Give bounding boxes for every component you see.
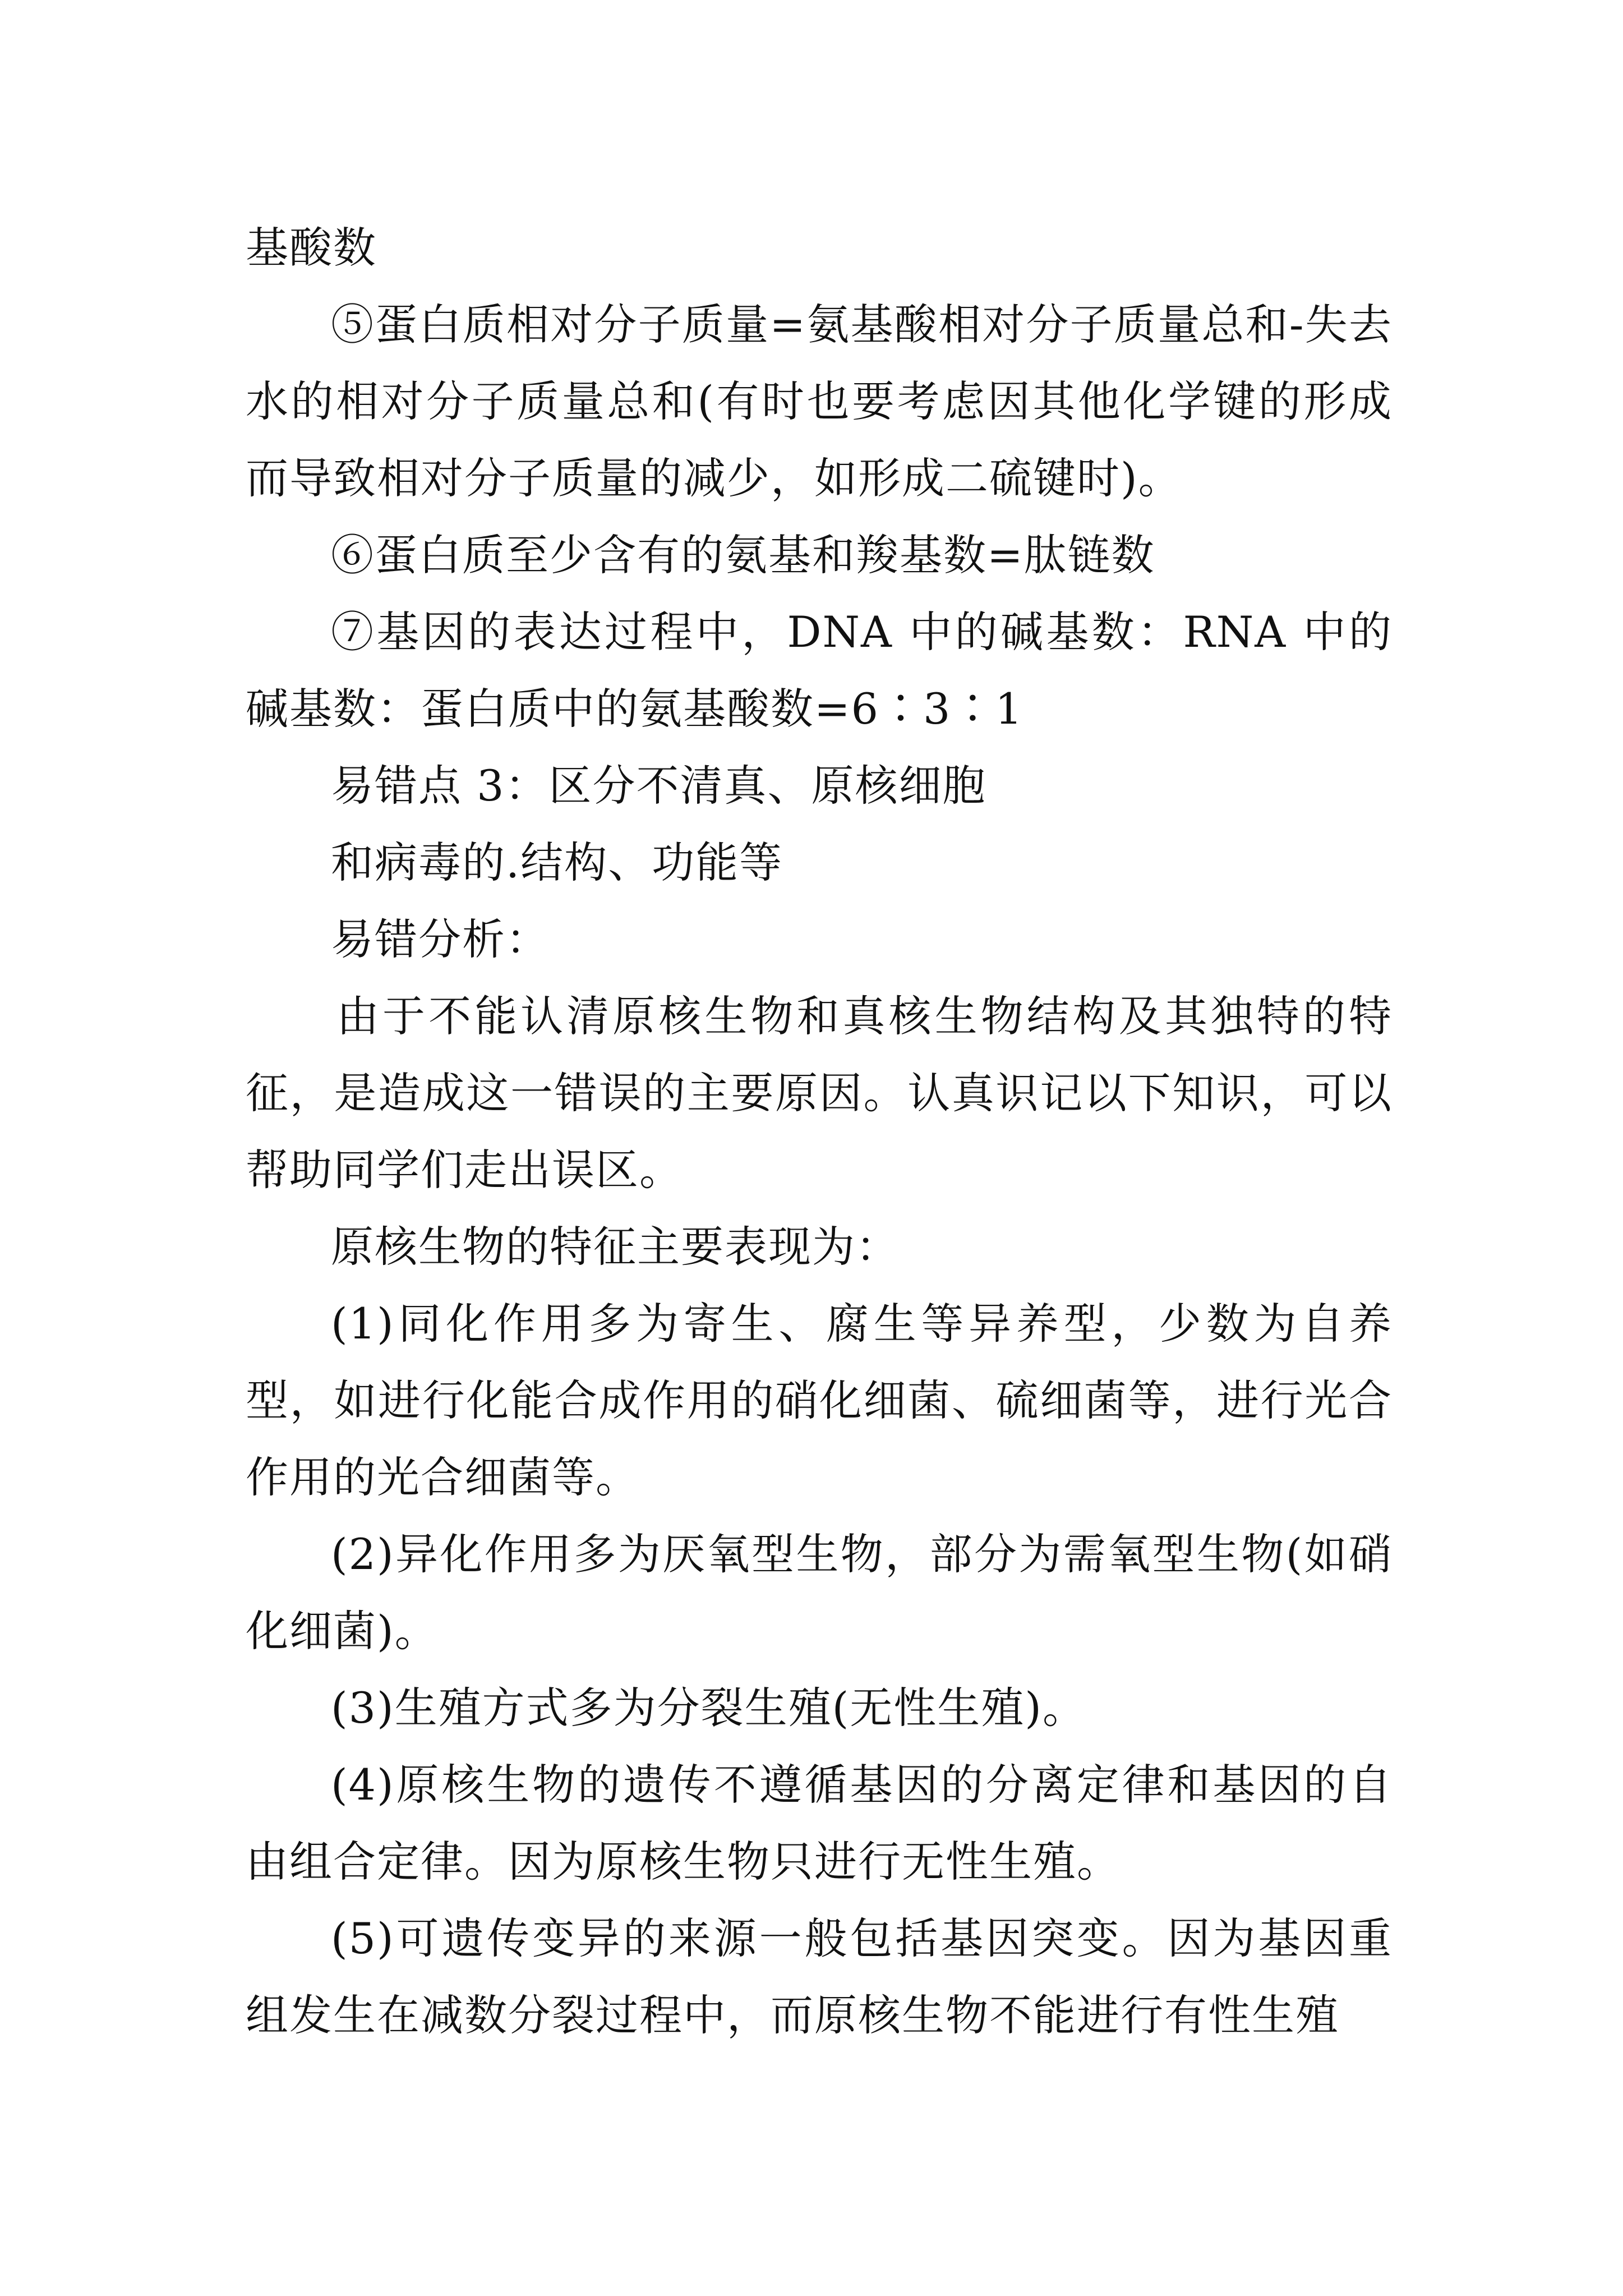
paragraph-error-point-3-cont: 和病毒的.结构、功能等	[331, 838, 783, 887]
document-body	[246, 209, 1393, 2054]
paragraph-item-4: (4)原核生物的遗传不遵循基因的分离定律和基因的自由组合定律。因为原核生物只进行无性生殖。	[246, 1760, 1393, 1887]
paragraph-item-3: (3)生殖方式多为分裂生殖(无性生殖)。	[331, 1683, 1086, 1733]
paragraph-continuation: 基酸数	[246, 223, 377, 273]
paragraph-error-analysis: 由于不能认清原核生物和真核生物结构及其独特的特征，是造成这一错误的主要原因。认真识记以下知识，可以帮助同学们走出误区。	[246, 991, 1393, 1195]
paragraph-formula-5: ⑤蛋白质相对分子质量=氨基酸相对分子质量总和-失去水的相对分子质量总和(有时也要考虑因其他化学键的形成而导致相对分子质量的减少，如形成二硫键时)。	[246, 300, 1393, 503]
paragraph-prokaryote-intro: 原核生物的特征主要表现为：	[331, 1222, 900, 1272]
paragraph-item-1: (1)同化作用多为寄生、腐生等异养型，少数为自养型，如进行化能合成作用的硝化细菌、硫细菌等，进行光合作用的光合细菌等。	[246, 1299, 1393, 1502]
paragraph-formula-7: ⑦基因的表达过程中，DNA 中的碱基数：RNA 中的碱基数：蛋白质中的氨基酸数=6∶3∶1	[246, 607, 1393, 734]
paragraph-item-5: (5)可遗传变异的来源一般包括基因突变。因为基因重组发生在减数分裂过程中，而原核生物不能进行有性生殖	[246, 1913, 1393, 2040]
paragraph-error-point-3: 易错点 3：区分不清真、原核细胞	[331, 761, 986, 811]
paragraph-formula-6: ⑥蛋白质至少含有的氨基和羧基数=肽链数	[331, 530, 1155, 580]
paragraph-item-2: (2)异化作用多为厌氧型生物，部分为需氧型生物(如硝化细菌)。	[246, 1529, 1393, 1656]
paragraph-error-analysis-heading: 易错分析：	[331, 914, 550, 964]
